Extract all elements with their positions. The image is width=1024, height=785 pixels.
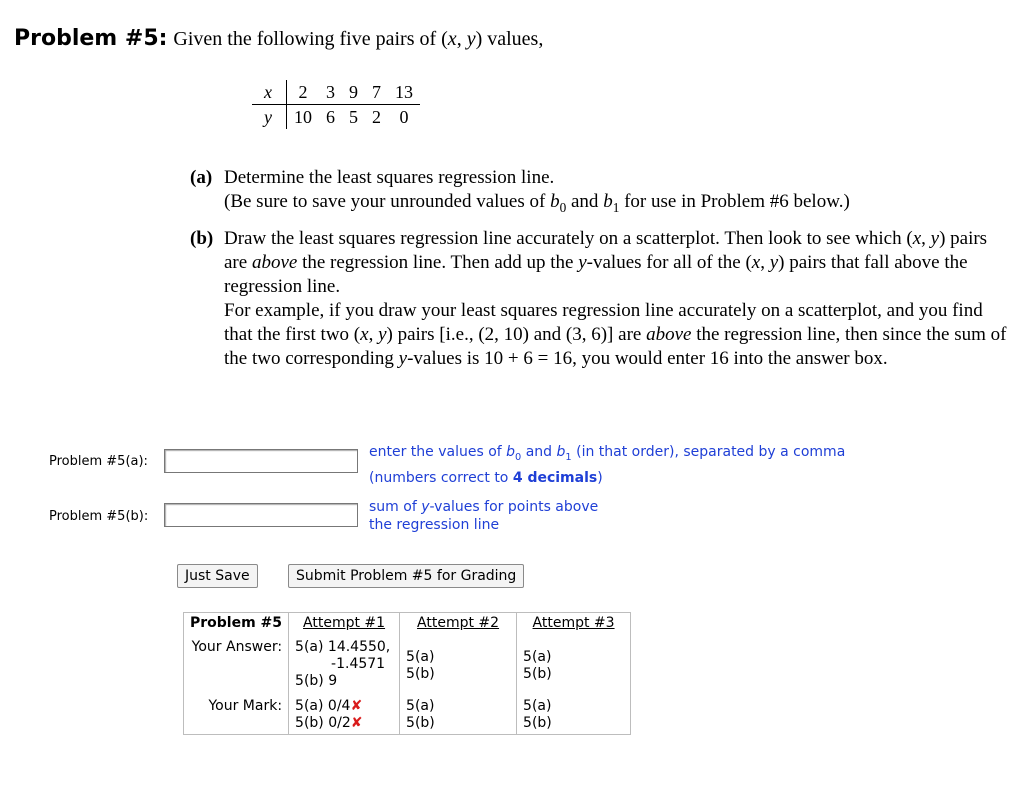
answer-b-input[interactable]	[164, 503, 358, 527]
attempt-2-answer: 5(a) 5(b)	[400, 637, 517, 692]
wrong-mark-icon: ✘	[350, 698, 363, 714]
attempt-1-link[interactable]: Attempt #1	[303, 615, 386, 631]
x-value: 2	[287, 80, 320, 105]
attempt-3-header[interactable]	[517, 613, 631, 638]
x-value: 3	[319, 80, 342, 105]
x-value: 9	[342, 80, 365, 105]
attempt-2-mark: 5(a) 5(b)	[400, 692, 517, 735]
y-value: 6	[326, 106, 335, 127]
attempt-1-answer: 5(a) 14.4550, -1.4571 5(b) 9	[289, 637, 400, 692]
y-value: 2	[372, 106, 381, 127]
your-mark-label: Your Mark:	[184, 692, 289, 735]
part-b-example: For example, if you draw your least squares regression line accurately on a scatterplot, and you find that the first two (x, y) pairs [i.e., (2, 10) and (3, 6)] are above the regression line, then since the sum of the two corresponding y-values is 10 + 6 = 16, you would enter 16 into the answer box.	[224, 300, 1007, 369]
submit-problem-button[interactable]: Submit Problem #5 for Grading	[288, 564, 524, 588]
data-table	[252, 80, 420, 129]
part-b-tag: (b)	[190, 228, 214, 249]
answer-b-label: Problem #5(b):	[49, 509, 149, 524]
problem-intro: Given the following five pairs of (x, y) values,	[173, 28, 544, 50]
y-value: 10	[294, 106, 312, 127]
part-b	[190, 227, 1010, 371]
part-a-line1: Determine the least squares regression line.	[224, 167, 555, 188]
answer-b-hint: sum of y-values for points above the regression line	[369, 499, 599, 533]
y-value: 0	[399, 106, 409, 127]
part-a-tag: (a)	[190, 167, 213, 188]
x-label: x	[252, 80, 287, 105]
x-row	[252, 80, 420, 105]
attempt-3-answer: 5(a) 5(b)	[517, 637, 631, 692]
answer-a-input[interactable]	[164, 449, 358, 473]
attempt-3-mark: 5(a) 5(b)	[517, 692, 631, 735]
problem-title: Problem #5:	[14, 26, 168, 51]
part-a-line2: (Be sure to save your unrounded values of $b_0$ and $b_1$ for use in Problem #6 below.)	[224, 191, 850, 215]
wrong-mark-icon: ✘	[350, 715, 363, 731]
x-value: 7	[365, 80, 388, 105]
answer-a-hint: enter the values of $b_0$ and $b_1$ (in that order), separated by a comma (numbers correct to 4 decimals)	[369, 444, 846, 486]
attempt-1-header[interactable]	[289, 613, 400, 638]
problem-heading	[14, 26, 543, 51]
attempt-2-link[interactable]: Attempt #2	[417, 615, 500, 631]
y-row	[252, 105, 420, 130]
attempts-table	[183, 612, 631, 735]
attempt-3-link[interactable]: Attempt #3	[532, 615, 615, 631]
your-mark-row	[184, 692, 631, 735]
just-save-button[interactable]: Just Save	[177, 564, 258, 588]
attempts-problem-header: Problem #5	[184, 613, 289, 638]
answer-a-label: Problem #5(a):	[49, 454, 148, 469]
y-value: 5	[349, 106, 358, 127]
your-answer-row	[184, 637, 631, 692]
y-label: y	[252, 105, 287, 130]
attempt-2-header[interactable]	[400, 613, 517, 638]
part-a	[190, 166, 1010, 220]
your-answer-label: Your Answer:	[184, 637, 289, 692]
attempts-header-row	[184, 613, 631, 638]
x-value: 13	[388, 80, 420, 105]
part-b-instructions: Draw the least squares regression line accurately on a scatterplot. Then look to see which (x, y) pairs are above the regression line. Then add up the y-values for all of the (x, y) pairs that fall above the regression line.	[224, 228, 988, 297]
attempt-1-mark: 5(a) 0/4✘ 5(b) 0/2✘	[289, 692, 400, 735]
